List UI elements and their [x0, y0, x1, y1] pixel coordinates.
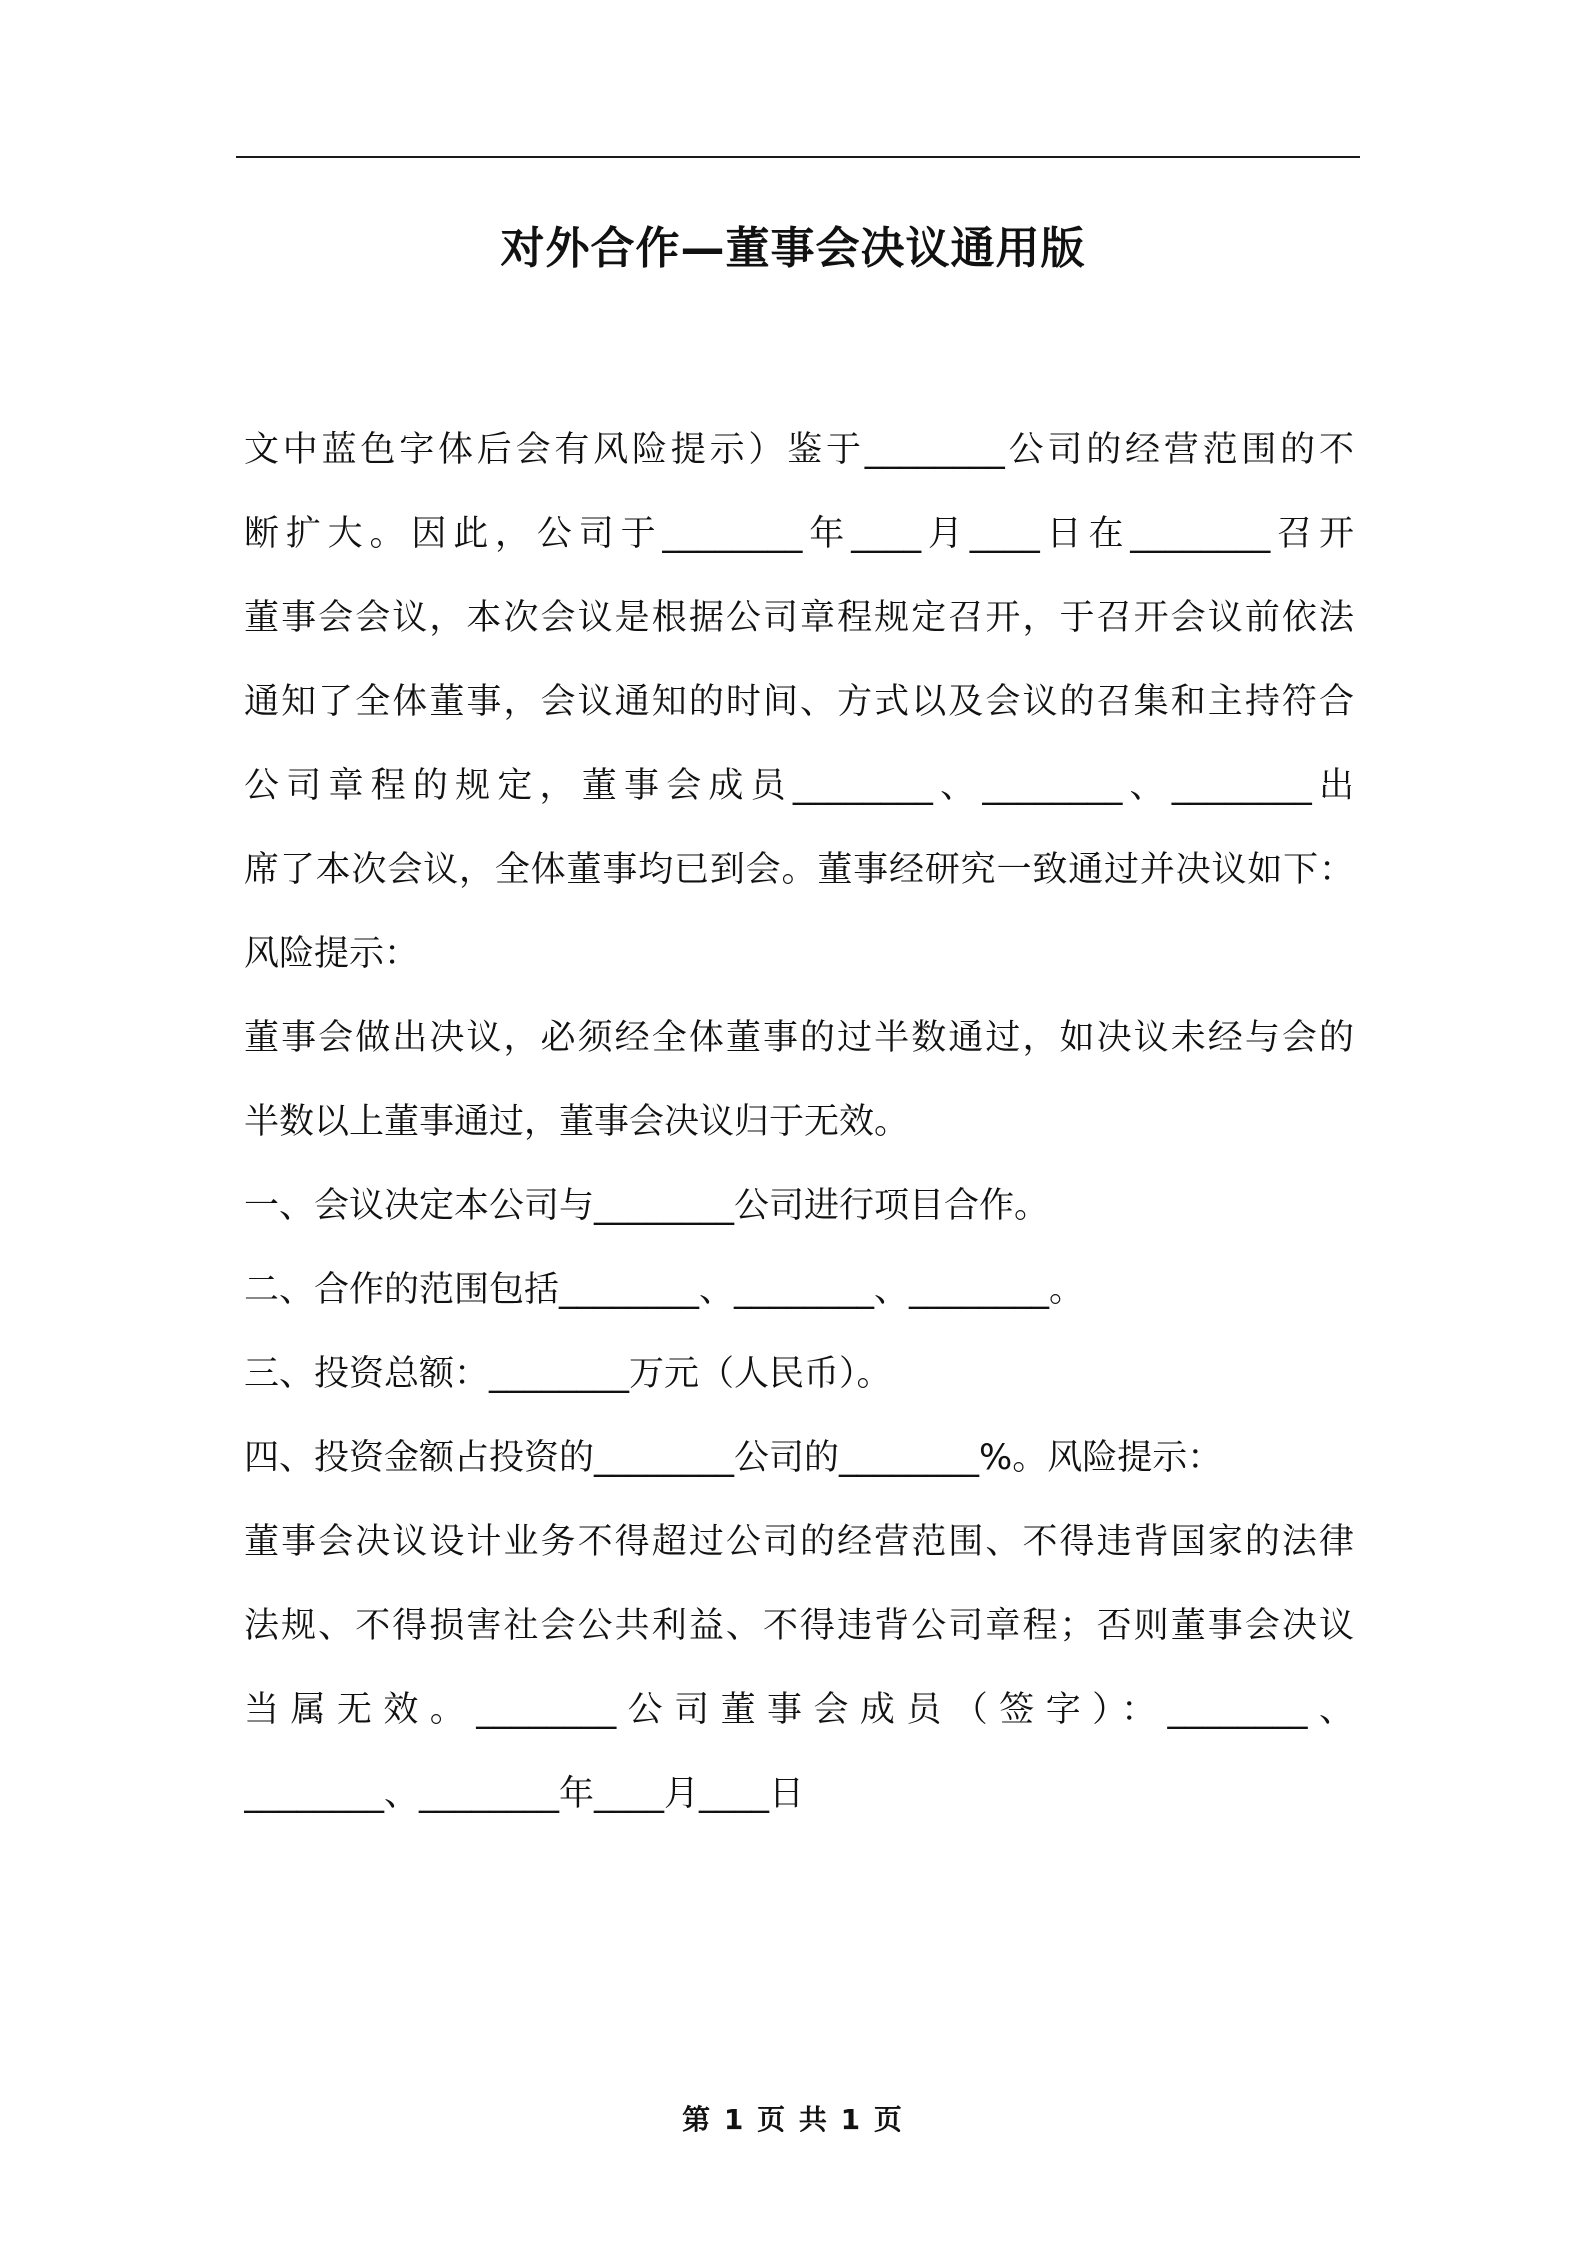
- body-line-5: 公司章程的规定，董事会成员________、________、________出: [244, 766, 1354, 806]
- body-line-8: 董事会做出决议，必须经全体董事的过半数通过，如决议未经与会的: [244, 1018, 1354, 1058]
- header-rule: [236, 156, 1360, 158]
- body-line-1: 文中蓝色字体后会有风险提示）鉴于________公司的经营范围的不: [244, 430, 1354, 470]
- body-line-9: 半数以上董事通过，董事会决议归于无效。: [244, 1102, 910, 1142]
- body-line-15: 法规、不得损害社会公共利益、不得违背公司章程；否则董事会决议: [244, 1606, 1354, 1646]
- body-line-14: 董事会决议设计业务不得超过公司的经营范围、不得违背国家的法律: [244, 1522, 1354, 1562]
- signature-line-1: 当属无效。________公司董事会成员（签字）：________、: [244, 1690, 1354, 1730]
- body-line-2: 断扩大。因此，公司于________年____月____日在________召开: [244, 514, 1354, 554]
- resolution-item-2: 二、合作的范围包括________、________、________。: [244, 1270, 1085, 1310]
- risk-heading-1: 风险提示：: [244, 934, 420, 974]
- document-body: [244, 408, 1354, 1836]
- body-line-6: 席了本次会议，全体董事均已到会。董事经研究一致通过并决议如下：: [244, 850, 1354, 890]
- page-footer: 第 1 页 共 1 页: [682, 2103, 904, 2136]
- resolution-item-3: 三、投资总额：________万元（人民币）。: [244, 1354, 892, 1394]
- signature-line-2: ________、________年____月____日: [244, 1774, 805, 1814]
- resolution-item-1: 一、会议决定本公司与________公司进行项目合作。: [244, 1186, 1050, 1226]
- body-line-3: 董事会会议，本次会议是根据公司章程规定召开，于召开会议前依法: [244, 598, 1354, 638]
- resolution-item-4: 四、投资金额占投资的________公司的________%。风险提示：: [244, 1438, 1223, 1478]
- body-line-4: 通知了全体董事，会议通知的时间、方式以及会议的召集和主持符合: [244, 682, 1354, 722]
- document-title: 对外合作—董事会决议通用版: [500, 223, 1086, 274]
